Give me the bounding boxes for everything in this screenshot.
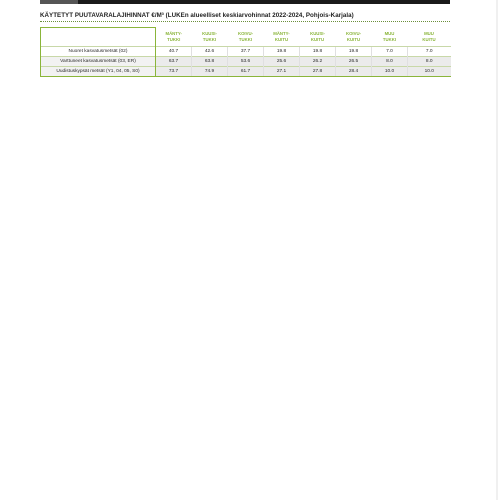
table-cell: 63.8 [192,57,228,67]
page-title: KÄYTETYT PUUTAVARALAJIHINNAT €/M³ (LUKEn alueelliset keskiarvohinnat 2022-2024, Pohjois-Karjala) [40,12,354,19]
table-cell: 28.4 [336,67,372,77]
column-header: MÄNTY- KUITU [273,31,290,42]
table-cell: 73.7 [156,67,192,77]
table-cell: 42.6 [192,47,228,57]
column-header: KUUSI- TUKKI [202,31,217,42]
table-header-row [41,28,451,47]
column-header: MUU KUITU [422,31,436,42]
table-cell: 7.0 [408,47,451,57]
row-label: Uudistuskypsät metsät (Y1, 04, 05, S0) [41,67,156,77]
table-cell: 10.0 [408,67,451,77]
table-cell: 8.0 [408,57,451,67]
row-label: Varttuneet kasvatusmetsät (03, ER) [41,57,156,67]
column-header: KOIVU- KUITU [345,31,362,42]
table-cell: 40.7 [156,47,192,57]
table-cell: 10.0 [372,67,408,77]
table-cell: 19.8 [336,47,372,57]
column-header: KOIVU- TUKKI [237,31,254,42]
table-cell: 8.0 [372,57,408,67]
table-cell: 27.8 [300,67,336,77]
table-cell: 26.2 [300,57,336,67]
top-border-accent [40,0,78,4]
table-cell: 53.6 [228,57,264,67]
table-cell: 63.7 [156,57,192,67]
column-header: MUU TUKKI [382,31,397,42]
column-header: MÄNTY- TUKKI [165,31,182,42]
table-cell: 7.0 [372,47,408,57]
table-cell: 37.7 [228,47,264,57]
table-cell: 74.9 [192,67,228,77]
table-cell: 25.6 [264,57,300,67]
price-table [40,27,451,77]
table-header-corner [41,28,156,47]
table-cell: 19.8 [300,47,336,57]
title-divider [40,21,450,22]
table-row [41,67,451,77]
row-label: Nuoret kasvatusmetsät (02) [41,47,156,57]
column-header: KUUSI- KUITU [310,31,325,42]
scan-edge [496,0,498,500]
table-cell: 19.8 [264,47,300,57]
table-row [41,57,451,67]
table-cell: 27.1 [264,67,300,77]
top-border-bar [40,0,450,4]
table-row [41,47,451,57]
table-cell: 26.5 [336,57,372,67]
table-cell: 61.7 [228,67,264,77]
